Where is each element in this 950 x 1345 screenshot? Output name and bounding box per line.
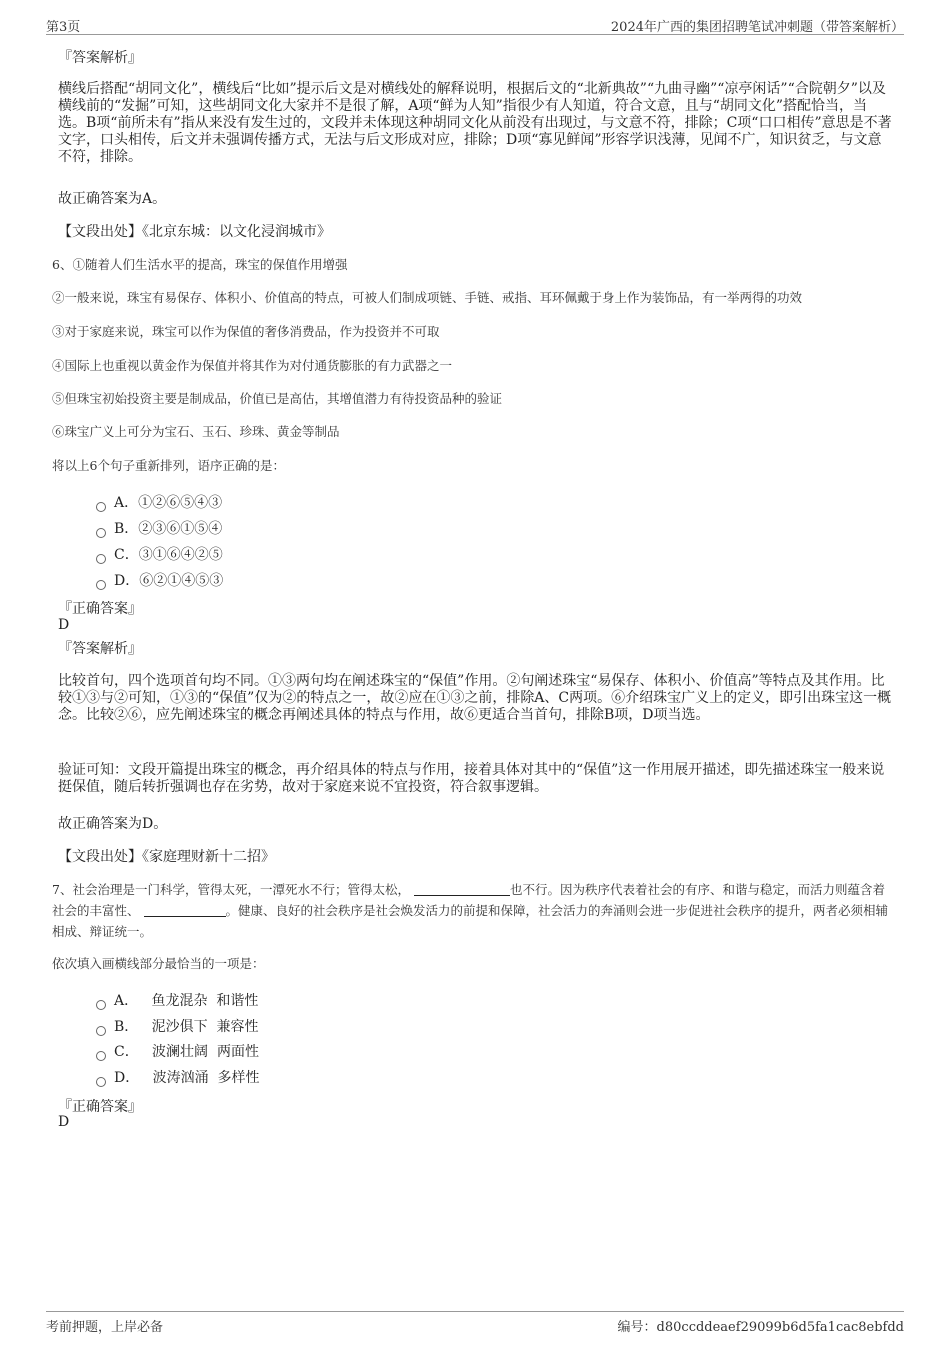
page-header [46,14,904,35]
passage-source: 【文段出处】《家庭理财新十二招》 [58,849,275,865]
document-id: 编号：d80ccddeaef29099b6d5fa1cac8ebfdd [617,1320,904,1335]
radio-icon[interactable] [96,502,106,512]
question-6-option-d[interactable]: D．⑥②①④⑤③ [96,570,223,590]
answer-conclusion: 故正确答案为A。 [58,191,167,207]
correct-answer-label: 『正确答案』 [58,601,142,617]
question-6-sentence-4: ④国际上也重视以黄金作为保值并将其作为对付通货膨胀的有力武器之一 [52,358,453,373]
question-6-option-c[interactable]: C．③①⑥④②⑤ [96,544,223,564]
question-7-option-c[interactable]: C． 波澜壮阔 两面性 [96,1041,259,1061]
passage-source: 【文段出处】《北京东城：以文化浸润城市》 [58,224,331,240]
document-title: 2024年广西的集团招聘笔试冲刺题（带答案解析） [610,20,904,35]
question-6-prompt: 将以上6个句子重新排列，语序正确的是： [52,458,285,473]
question-7-stem: 7、社会治理是一门科学，管得太死，一潭死水不行；管得太松， 也不行。因为秩序代表着社会的有序、和谐与稳定，而活力则蕴含着社会的丰富性、 。健康、良好的社会秩序是社会焕发活力的前提和保障，社会活力的奔涌则会进一步促进社会秩序的提升，两者必须相辅相成、辩证统一。 [52,882,889,939]
question-6-sentence-3: ③对于家庭来说，珠宝可以作为保值的奢侈消费品，作为投资并不可取 [52,324,440,339]
question-7-option-d[interactable]: D． 波涛汹涌 多样性 [96,1067,259,1087]
radio-icon[interactable] [96,528,106,538]
question-7-option-b[interactable]: B． 泥沙俱下 兼容性 [96,1016,259,1036]
answer-analysis-text: 横线后搭配“胡同文化”，横线后“比如”提示后文是对横线处的解释说明，根据后文的“北新典故”“九曲寻幽”“凉亭闲话”“合院朝夕”以及横线前的“发掘”可知，这些胡同文化大家并不是很了解，A项“鲜为人知”指很少有人知道，符合文意，且与“胡同文化”搭配恰当，当选。B项“前所未有”指从来没有发生过的，文段并未体现这种胡同文化从前没有出现过，与文意不符，排除；C项“口口相传”意思是不著文字，口头相传，后文并未强调传播方式，无法与后文形成对应，排除；D项“寡见鲜闻”形容学识浅薄，见闻不广，知识贫乏，与文意不符，排除。 [58,81,892,165]
correct-answer-label: 『正确答案』 [58,1099,142,1115]
fill-blank-2 [144,904,226,917]
radio-icon[interactable] [96,1026,106,1036]
fill-blank-1 [414,883,510,896]
question-6-sentence-2: ②一般来说，珠宝有易保存、体积小、价值高的特点，可被人们制成项链、手链、戒指、耳环佩戴于身上作为装饰品，有一举两得的功效 [52,290,803,305]
question-6-sentence-5: ⑤但珠宝初始投资主要是制成品，价值已是高估，其增值潜力有待投资品种的验证 [52,391,503,406]
question-7-prompt: 依次填入画横线部分最恰当的一项是： [52,956,265,971]
footer-slogan: 考前押题，上岸必备 [46,1320,164,1335]
radio-icon[interactable] [96,1051,106,1061]
answer-analysis-label: 『答案解析』 [58,50,142,66]
radio-icon[interactable] [96,1077,106,1087]
answer-conclusion: 故正确答案为D。 [58,816,168,832]
page-number: 第3页 [46,20,81,35]
correct-answer: D [58,617,70,633]
radio-icon[interactable] [96,554,106,564]
radio-icon[interactable] [96,1000,106,1010]
question-6-option-b[interactable]: B．②③⑥①⑤④ [96,518,222,538]
radio-icon[interactable] [96,580,106,590]
question-7-option-a[interactable]: A． 鱼龙混杂 和谐性 [96,990,258,1010]
page-footer [46,1311,904,1334]
answer-verification-text: 验证可知：文段开篇提出珠宝的概念，再介绍具体的特点与作用，接着具体对其中的“保值”这一作用展开描述，即先描述珠宝一般来说挺保值，随后转折强调也存在劣势，故对于家庭来说不宜投资，符合叙事逻辑。 [58,762,885,795]
correct-answer: D [58,1114,70,1130]
answer-analysis-text: 比较首句，四个选项首句均不同。①③两句均在阐述珠宝的“保值”作用。②句阐述珠宝“易保存、体积小、价值高”等特点及其作用。比较①③与②可知，①③的“保值”仅为②的特点之一，故②应在①③之前，排除A、C两项。⑥介绍珠宝广义上的定义，即引出珠宝这一概念。比较②⑥，应先阐述珠宝的概念再阐述具体的特点与作用，故⑥更适合当首句，排除B项，D项当选。 [58,673,892,723]
answer-analysis-label: 『答案解析』 [58,641,142,657]
question-6-sentence-6: ⑥珠宝广义上可分为宝石、玉石、珍珠、黄金等制品 [52,424,340,439]
question-6-sentence-1: 6、①随着人们生活水平的提高，珠宝的保值作用增强 [52,257,348,272]
question-6-option-a[interactable]: A．①②⑥⑤④③ [96,492,222,512]
